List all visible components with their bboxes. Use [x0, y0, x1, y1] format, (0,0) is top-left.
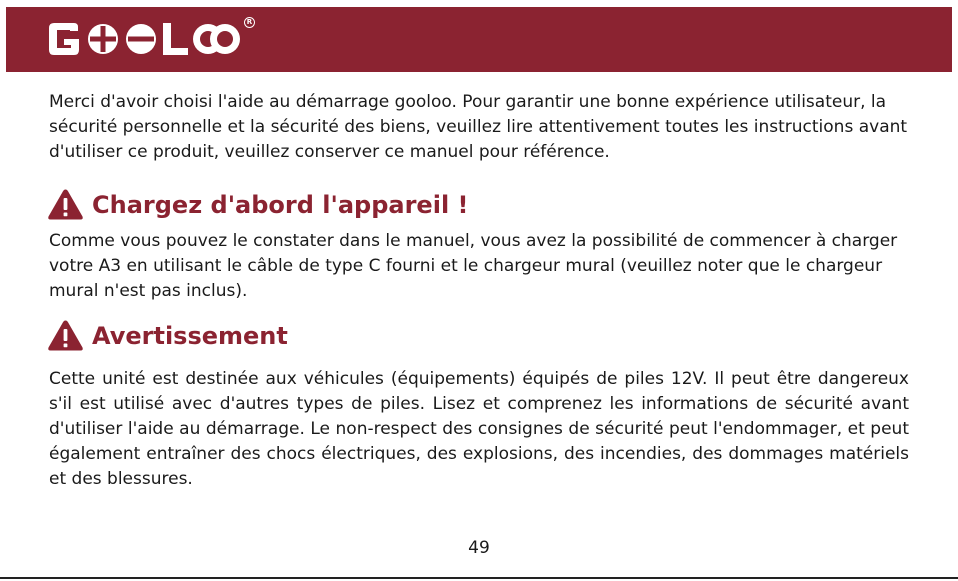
section-heading-charge — [47, 188, 468, 221]
section-body-charge — [49, 229, 909, 304]
section-title: Chargez d'abord l'appareil ! — [92, 190, 469, 219]
registered-mark: R — [244, 17, 255, 28]
intro-text: Merci d'avoir choisi l'aide au démarrage gooloo. Pour garantir une bonne expérience utilisateur, la sécurité personnelle et la sécurité des biens, veuillez lire attentivement toutes les instructions avant d'utiliser ce produit, veuillez conserver ce manuel pour référence. — [49, 92, 908, 162]
section-heading-warning — [47, 319, 288, 352]
section-body-warning — [49, 367, 909, 492]
warning-icon — [47, 319, 84, 352]
gooloo-logo-final-o — [207, 19, 243, 59]
warning-icon — [47, 188, 84, 221]
page-number: 49 — [468, 538, 490, 558]
bottom-divider — [0, 577, 958, 579]
section-text: Comme vous pouvez le constater dans le manuel, vous avez la possibilité de commencer à charger votre A3 en utilisant le câble de type C fourni et le chargeur mural (veuillez noter que le chargeur mural n'est pas inclus). — [49, 231, 898, 301]
section-text: Cette unité est destinée aux véhicules (équipements) équipés de piles 12V. Il peut être dangereux s'il est utilisé avec d'autres types de piles. Lisez et comprenez les informations de sécurité avant d'utiliser l'aide au démarrage. Le non-respect des consignes de sécurité peut l'endommager, et peut également entraîner des chocs électriques, des explosions, des incendies, des dommages matériels et des blessures. — [49, 369, 909, 489]
intro-paragraph — [49, 90, 909, 165]
section-title: Avertissement — [92, 321, 288, 350]
